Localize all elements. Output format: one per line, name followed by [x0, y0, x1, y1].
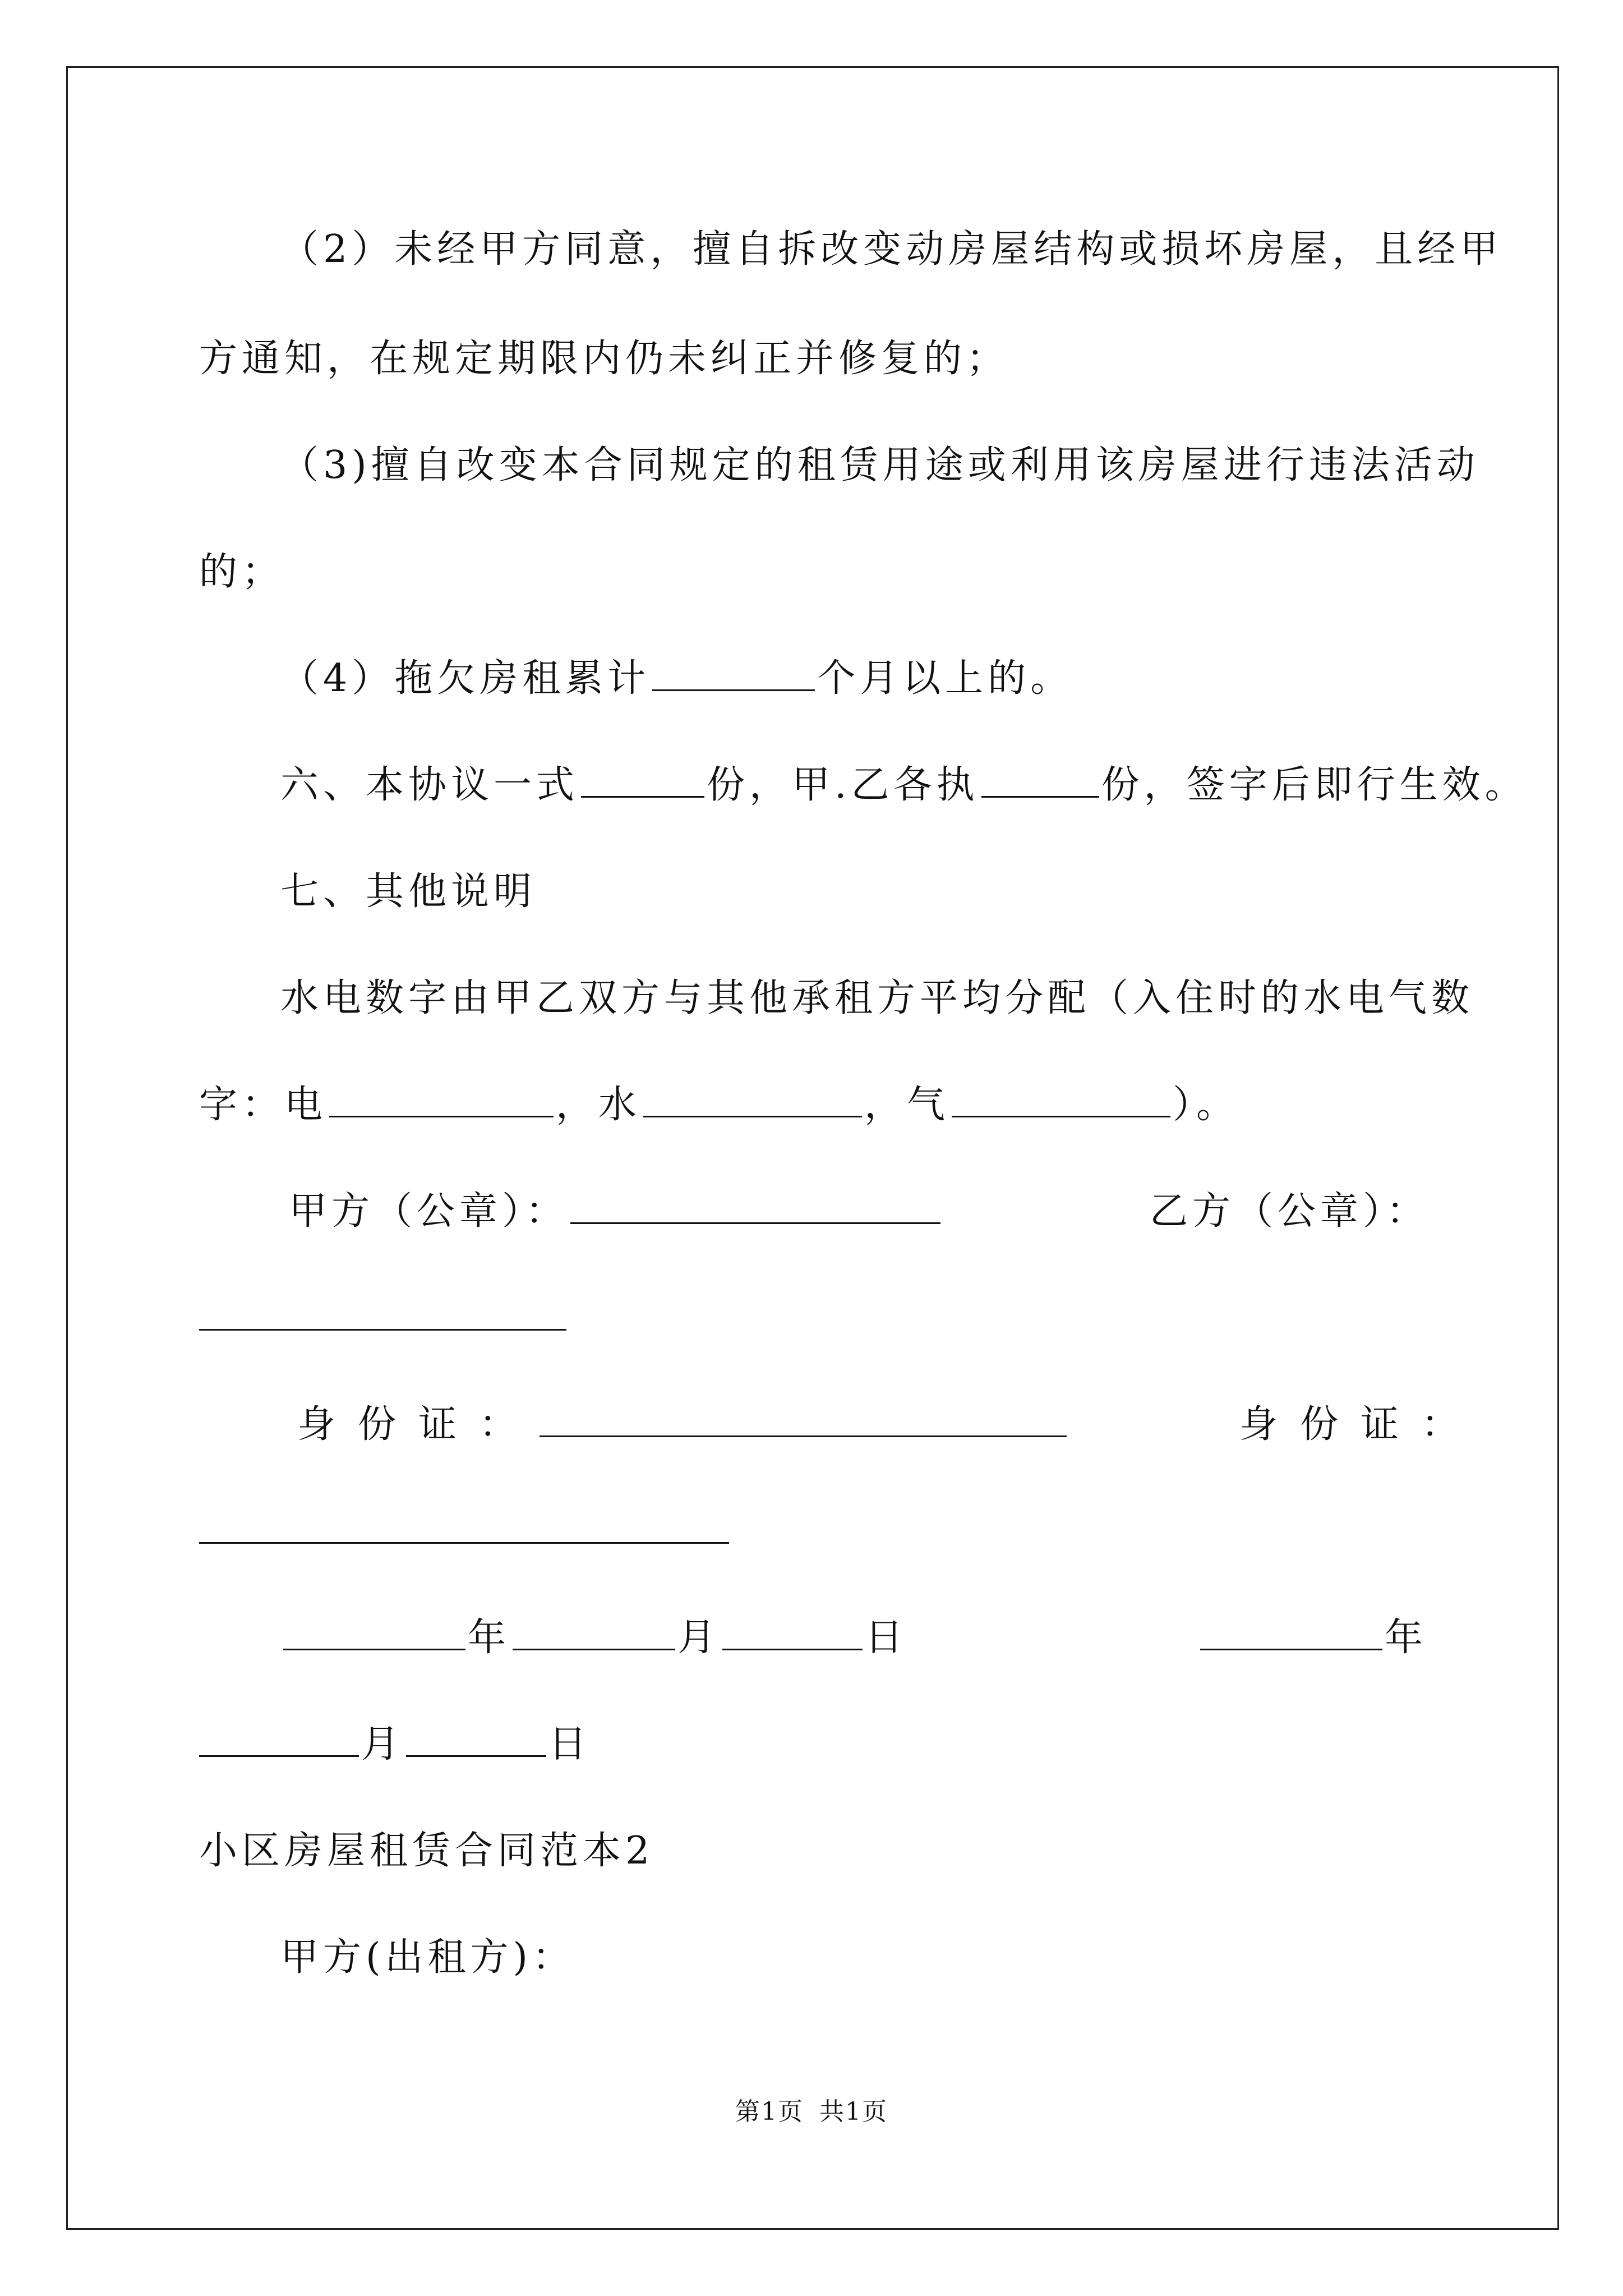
copies-total-blank[interactable] [581, 762, 704, 798]
utilities-text-1: 水电数字由甲乙双方与其他承租方平均分配（入住时的水电气数 [280, 976, 1474, 1020]
party-b-month-label: 月 [361, 1722, 404, 1766]
party-a-month-blank[interactable] [513, 1615, 675, 1650]
party-b-seal-line [1150, 1186, 1429, 1237]
copies-each-blank[interactable] [981, 762, 1099, 798]
utilities-text-mid2: ，气 [864, 1083, 950, 1127]
months-blank[interactable] [652, 656, 815, 691]
template-2-title [199, 1826, 654, 1876]
party-a-id-line [297, 1400, 1069, 1450]
party-b-year-label: 年 [1385, 1616, 1428, 1660]
party-b-year-line [1200, 1613, 1427, 1663]
party-a-year-label: 年 [468, 1616, 511, 1660]
clause-2-line-2 [199, 334, 1009, 384]
utilities-line-1 [280, 973, 1474, 1024]
clause-2-line-1 [280, 224, 1502, 275]
party-b-day-label: 日 [548, 1722, 592, 1766]
party-b-id-line [1239, 1400, 1482, 1450]
section-6-text-mid: 份，甲.乙各执 [707, 763, 979, 807]
clause-3-line-1 [280, 440, 1479, 491]
lessor-label: 甲方(出租方)： [280, 1935, 575, 1980]
clause-3-text-2: 的； [199, 550, 285, 594]
utilities-text-mid1: ，水 [556, 1083, 642, 1127]
party-a-id-label: 身份证： [297, 1402, 540, 1447]
template-2-title-text: 小区房屋租赁合同范本2 [199, 1829, 654, 1873]
section-6-line [280, 760, 1528, 811]
section-7-heading [280, 867, 536, 917]
clause-3-text-1: （3)擅自改变本合同规定的租赁用途或利用该房屋进行违法活动 [280, 443, 1479, 487]
gas-blank[interactable] [952, 1082, 1170, 1117]
party-a-day-blank[interactable] [722, 1615, 863, 1650]
party-a-year-blank[interactable] [283, 1615, 465, 1650]
party-a-seal-label: 甲方（公章）： [289, 1189, 569, 1234]
page-total: 共1页 [819, 2097, 888, 2126]
party-b-day-blank[interactable] [406, 1722, 546, 1757]
party-a-month-label: 月 [677, 1616, 721, 1660]
party-b-seal-label: 乙方（公章）： [1150, 1189, 1430, 1234]
party-a-seal-blank[interactable] [570, 1189, 940, 1224]
lessor-line [280, 1932, 575, 1983]
clause-4-line [280, 654, 1073, 704]
clause-4-text-pre: （4）拖欠房租累计 [280, 656, 651, 701]
party-b-year-blank[interactable] [1200, 1615, 1382, 1650]
electricity-blank[interactable] [329, 1082, 554, 1117]
page-footer [0, 2095, 1623, 2129]
party-b-id-label: 身份证： [1239, 1402, 1482, 1447]
party-b-id-blank-line [199, 1506, 731, 1557]
clause-2-text-1: （2）未经甲方同意，擅自拆改变动房屋结构或损坏房屋，且经甲 [280, 227, 1503, 272]
party-a-day-label: 日 [865, 1616, 908, 1660]
party-b-seal-blank[interactable] [199, 1295, 566, 1331]
utilities-text-post: ）。 [1173, 1083, 1239, 1127]
section-6-text-pre: 六、本协议一式 [280, 763, 579, 807]
section-7-text: 七、其他说明 [280, 869, 537, 914]
utilities-line-2 [199, 1080, 1239, 1130]
party-a-date-line [283, 1613, 907, 1663]
party-b-seal-blank-line [199, 1293, 569, 1343]
page-number: 第1页 [735, 2097, 804, 2126]
page-border [66, 66, 1559, 2230]
utilities-text-pre: 字：电 [199, 1083, 328, 1127]
clause-4-text-post: 个月以上的。 [817, 656, 1073, 701]
party-a-seal-line [289, 1186, 943, 1237]
clause-3-line-2 [199, 547, 284, 597]
party-a-id-blank[interactable] [540, 1402, 1067, 1437]
water-blank[interactable] [643, 1082, 862, 1117]
party-b-date-line [199, 1719, 591, 1770]
party-b-month-blank[interactable] [199, 1722, 359, 1757]
party-b-id-blank[interactable] [199, 1508, 729, 1544]
clause-2-text-2: 方通知，在规定期限内仍未纠正并修复的； [199, 337, 1009, 381]
section-6-text-post: 份，签字后即行生效。 [1101, 763, 1528, 807]
